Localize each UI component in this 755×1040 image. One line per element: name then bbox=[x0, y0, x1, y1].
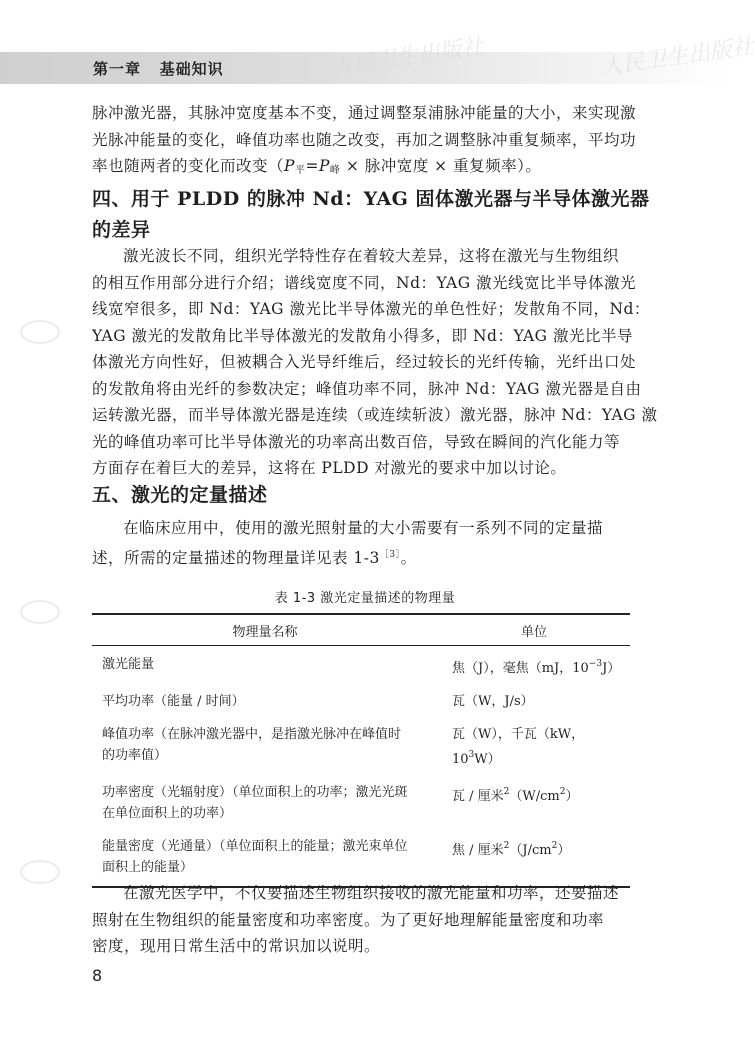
text-line: 在激光医学中，不仅要描述生物组织接收的激光能量和功率，还要描述 bbox=[123, 884, 620, 902]
unit-text: （W/cm bbox=[509, 789, 560, 804]
unit-sup: −3 bbox=[588, 659, 603, 669]
unit-sup: 2 bbox=[559, 787, 566, 797]
text-line: 脉冲激光器，其脉冲宽度基本不变，通过调整泵浦脉冲能量的大小，来实现激 bbox=[92, 104, 637, 122]
unit-text: 瓦 / 厘米 bbox=[452, 789, 504, 804]
unit-text: 焦 / 厘米 bbox=[452, 843, 504, 858]
formula-subscript: 峰 bbox=[329, 165, 341, 176]
table-header-cell: 物理量名称 bbox=[232, 624, 298, 640]
table-cell-unit bbox=[438, 836, 630, 861]
unit-sup: 3 bbox=[468, 750, 475, 760]
text-line: 激光波长不同，组织光学特性存在着较大差异，这将在激光与生物组织 bbox=[123, 247, 620, 265]
text-line: 线宽窄很多，即 Nd：YAG 激光比半导体激光的单色性好；发散角不同，Nd： bbox=[92, 300, 650, 318]
table-row bbox=[92, 683, 630, 716]
unit-text: W） bbox=[474, 752, 501, 767]
cell-line: 激光能量 bbox=[102, 657, 155, 672]
text-line: 方面存在着巨大的差异，这将在 PLDD 对激光的要求中加以讨论。 bbox=[92, 459, 567, 477]
formula-rest: × 脉冲宽度 × 重复频率）。 bbox=[340, 157, 542, 175]
text-line: 照射在生物组织的能量密度和功率密度。为了更好地理解能量密度和功率 bbox=[92, 910, 605, 929]
table-cell-name bbox=[92, 782, 438, 824]
table-cell-name bbox=[92, 724, 438, 766]
watermark-seal-icon bbox=[20, 320, 60, 344]
unit-text: （J/cm bbox=[509, 843, 552, 858]
table-header-row bbox=[92, 615, 630, 646]
closing-paragraph bbox=[92, 880, 630, 960]
page-number: 8 bbox=[92, 966, 103, 985]
text-fragment: 率也随两者的变化而改变（ bbox=[92, 157, 285, 175]
table-header-cell: 单位 bbox=[520, 624, 547, 640]
heading-line: 四、用于 PLDD 的脉冲 Nd：YAG 固体激光器与半导体激光器 bbox=[92, 188, 650, 210]
unit-text: J） bbox=[602, 661, 621, 676]
text-line: 运转激光器，而半导体激光器是连续（或连续斩波）激光器，脉冲 Nd：YAG 激 bbox=[92, 406, 658, 424]
cell-line: 峰值功率（在脉冲激光器中，是指激光脉冲在峰值时 bbox=[102, 727, 402, 742]
section-heading bbox=[92, 480, 637, 511]
citation: ［3］ bbox=[379, 549, 401, 560]
text-line: 在临床应用中，使用的激光照射量的大小需要有一系列不同的定量描 bbox=[123, 519, 604, 537]
unit-sup: 2 bbox=[503, 841, 510, 851]
intro-paragraph bbox=[92, 100, 637, 185]
cell-line: 功率密度（光辐射度）（单位面积上的功率；激光光斑 bbox=[102, 785, 408, 800]
formula-symbol: P bbox=[284, 157, 295, 175]
table-row bbox=[92, 774, 630, 828]
text-line: 密度，现用日常生活中的常识加以说明。 bbox=[92, 937, 381, 955]
table-row bbox=[92, 646, 630, 683]
heading-line: 五、激光的定量描述 bbox=[92, 484, 268, 506]
text-line: YAG 激光的发散角比半导体激光的发散角小得多，即 Nd：YAG 激光比半导 bbox=[92, 326, 633, 345]
table-row bbox=[92, 828, 630, 886]
text-line: 的相互作用部分进行介绍；谱线宽度不同，Nd：YAG 激光线宽比半导体激光 bbox=[92, 273, 637, 292]
table-row bbox=[92, 716, 630, 774]
text-line: 的发散角将由光纤的参数决定；峰值功率不同，脉冲 Nd：YAG 激光器是自由 bbox=[92, 379, 642, 398]
unit-sup: 2 bbox=[551, 841, 558, 851]
text-fragment: 述，所需的定量描述的物理量详见表 1-3 bbox=[92, 548, 380, 567]
cell-line: 面积上的能量） bbox=[102, 860, 194, 875]
table-cell-name bbox=[92, 691, 438, 712]
watermark: 人民卫生出版社 bbox=[599, 34, 755, 81]
section-heading bbox=[92, 184, 650, 246]
chapter-title: 第一章 基础知识 bbox=[93, 60, 224, 78]
table-cell-unit bbox=[438, 724, 630, 770]
unit-text: ） bbox=[565, 789, 579, 804]
cell-line: 平均功率（能量 / 时间） bbox=[102, 694, 245, 709]
unit-text: 瓦（W，J/s） bbox=[452, 694, 534, 709]
cell-line: 在单位面积上的功率） bbox=[102, 806, 233, 821]
watermark-seal-icon bbox=[20, 860, 60, 884]
unit-text: ） bbox=[557, 843, 571, 858]
quantities-table bbox=[92, 613, 630, 888]
heading-line: 的差异 bbox=[92, 219, 151, 241]
unit-sup: 2 bbox=[503, 787, 510, 797]
unit-text: 焦（J），毫焦（mJ，10 bbox=[452, 661, 589, 676]
table-cell-unit bbox=[438, 691, 630, 712]
text-line: 光的峰值功率可比半导体激光的功率高出数百倍，导致在瞬间的汽化能力等 bbox=[92, 432, 621, 451]
text-line: 体激光方向性好，但被耦合入光导纤维后，经过较长的光纤传输，光纤出口处 bbox=[92, 353, 637, 371]
table-cell-unit bbox=[438, 782, 630, 807]
formula-symbol: P bbox=[318, 157, 330, 175]
text-line: 光脉冲能量的变化，峰值功率也随之改变，再加之调整脉冲重复频率，平均功 bbox=[92, 130, 637, 149]
table-cell-name bbox=[92, 836, 438, 878]
formula-subscript: 平 bbox=[294, 165, 306, 176]
table-cell-name bbox=[92, 654, 438, 675]
section4-paragraph bbox=[92, 243, 658, 482]
section5-paragraph bbox=[92, 515, 630, 571]
table-caption: 表 1-3 激光定量描述的物理量 bbox=[274, 591, 456, 606]
watermark: 人民卫生出版社 bbox=[329, 34, 486, 81]
cell-line: 的功率值） bbox=[102, 748, 168, 763]
formula-equals: = bbox=[305, 157, 319, 175]
text-line bbox=[92, 542, 630, 572]
text-fragment: 。 bbox=[400, 548, 417, 567]
unit-text: 瓦（W），千瓦（kW，10 bbox=[452, 727, 585, 767]
text-line bbox=[92, 153, 630, 185]
table-cell-unit bbox=[438, 654, 630, 679]
cell-line: 能量密度（光通量）（单位面积上的能量；激光束单位 bbox=[102, 839, 408, 854]
